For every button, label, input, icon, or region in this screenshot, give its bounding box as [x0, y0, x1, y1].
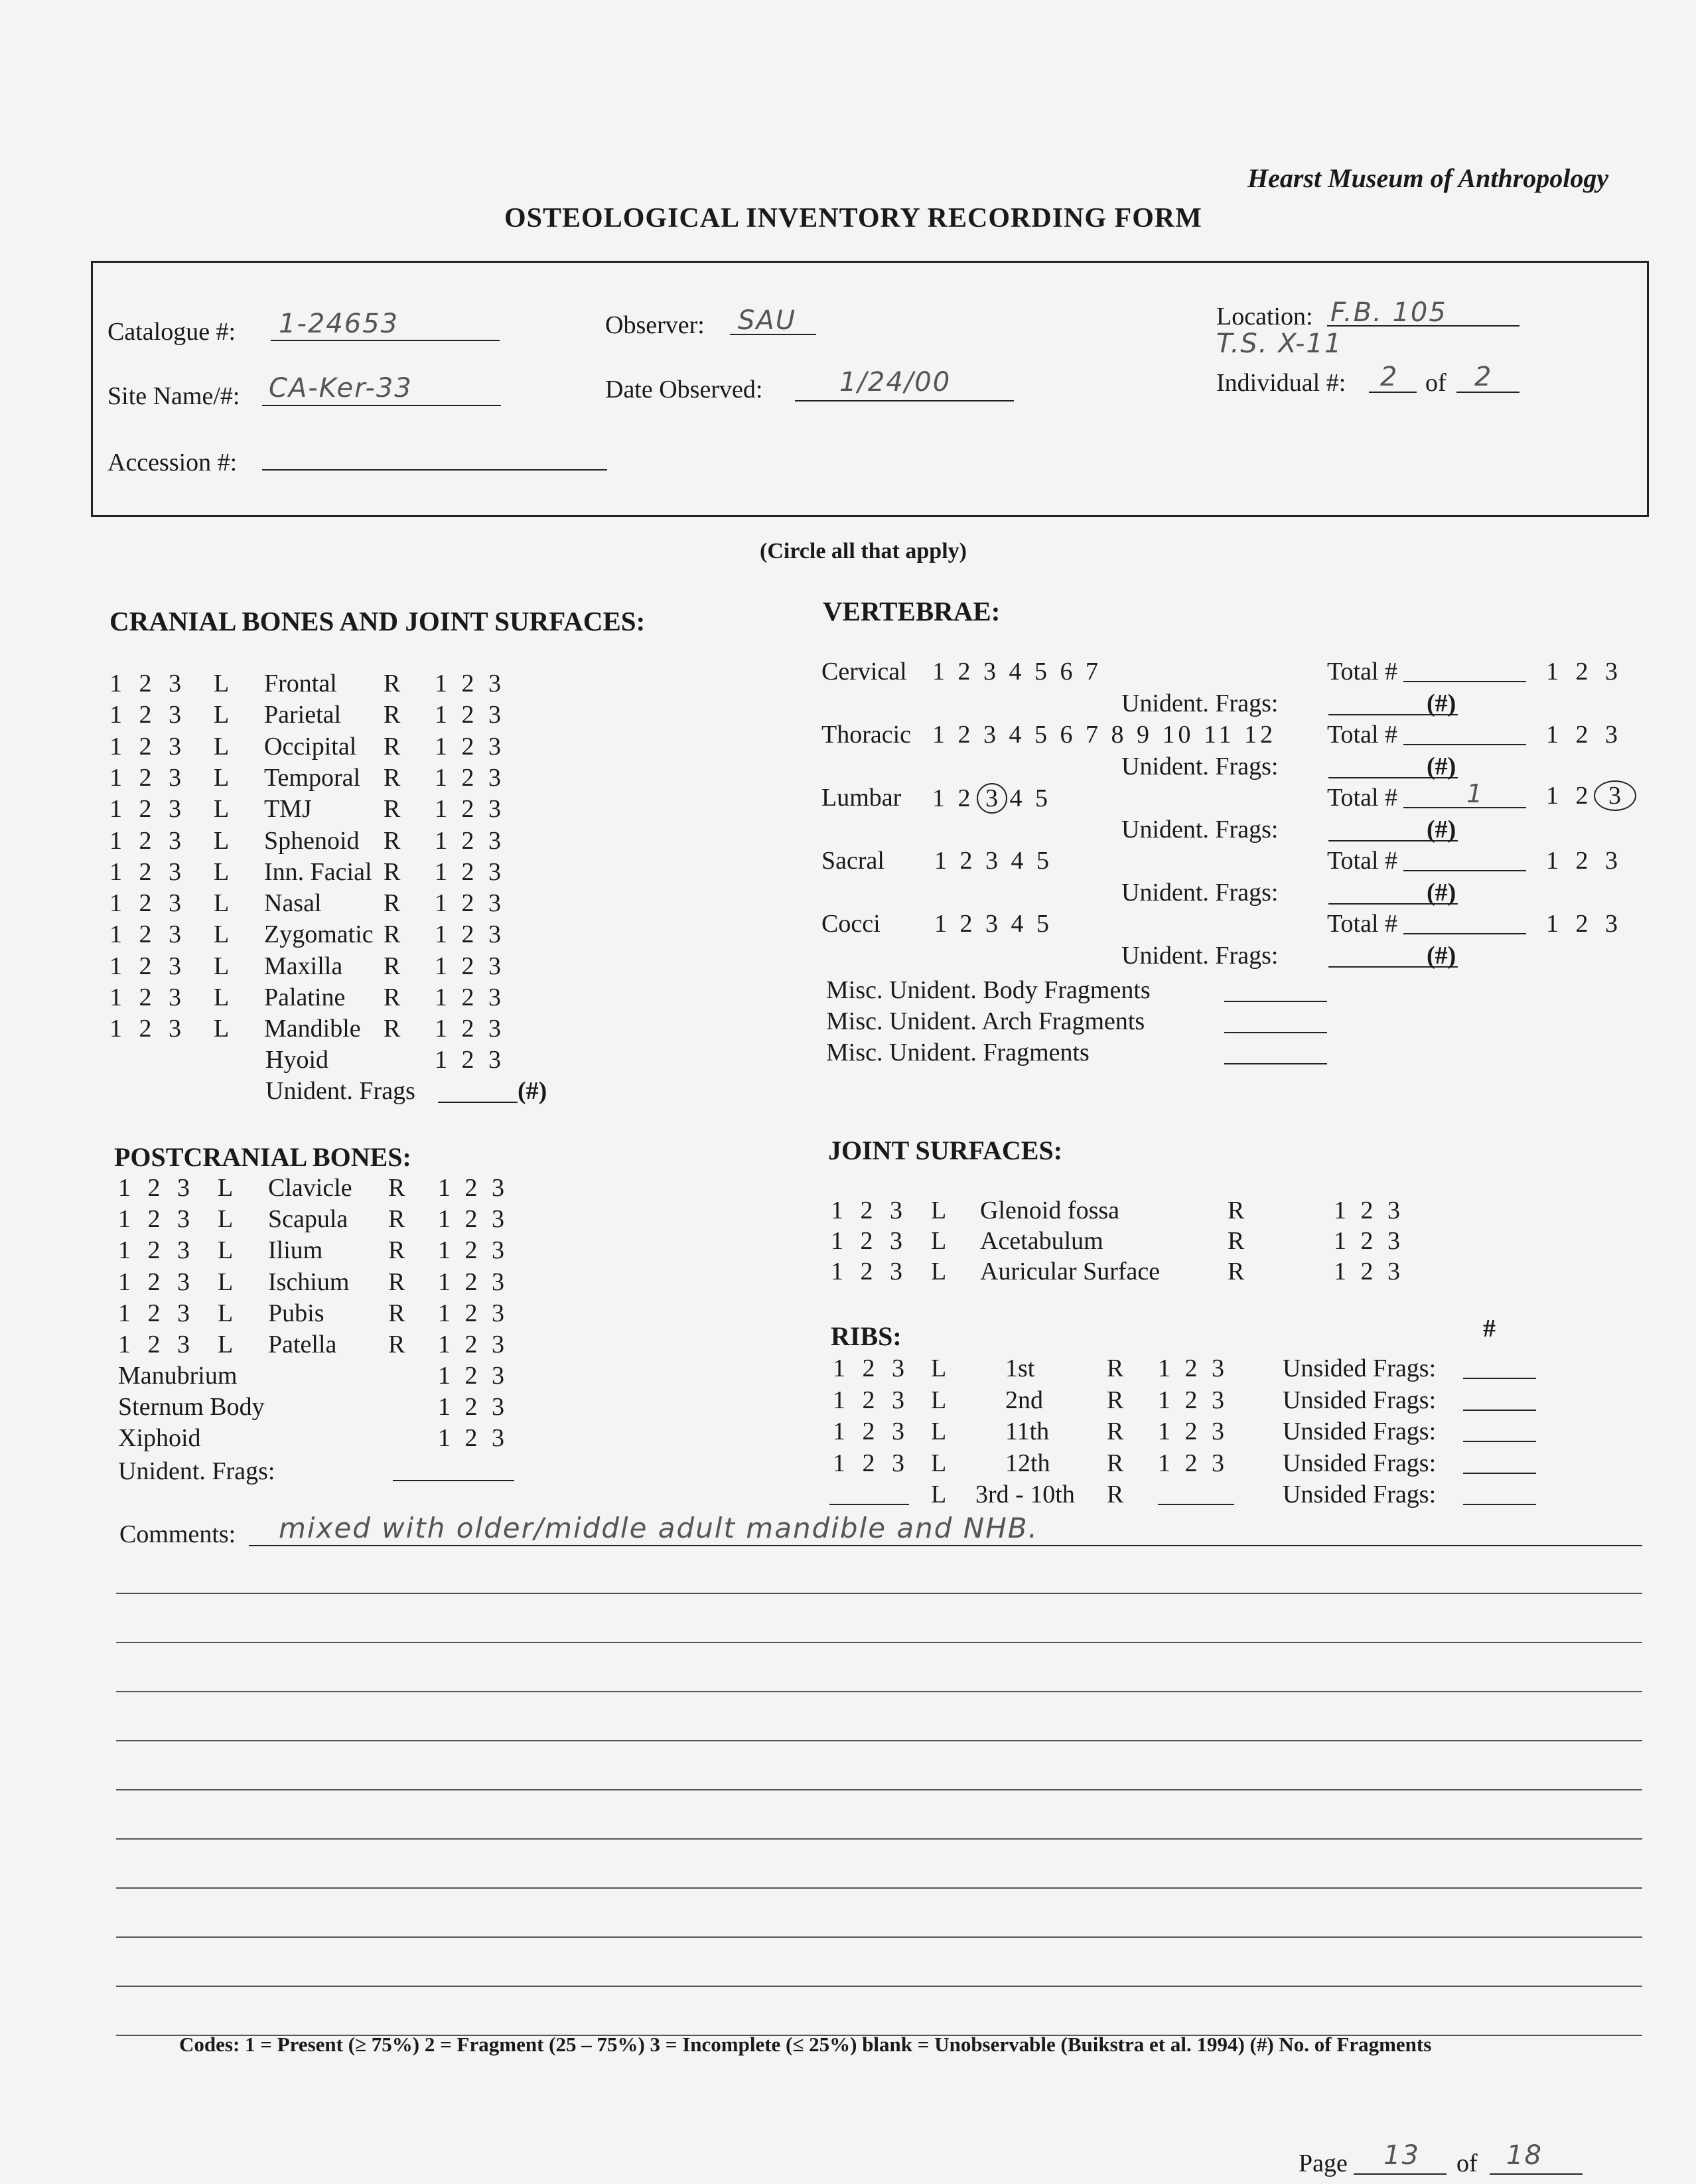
bone-name: Palatine — [264, 983, 346, 1011]
vertebra-numbers[interactable] — [932, 783, 1051, 814]
left-side: L — [214, 670, 230, 697]
ribs-heading: RIBS: — [831, 1321, 902, 1351]
unsided-field[interactable] — [1463, 1410, 1536, 1411]
unsided-label: Unsided Frags: — [1283, 1354, 1437, 1382]
total-scores[interactable]: 1 2 3 — [1546, 721, 1623, 749]
left-scores[interactable]: 1 2 3 — [118, 1174, 195, 1202]
bone-name: Frontal — [264, 670, 337, 697]
right-side: R — [384, 795, 401, 824]
left-scores[interactable]: 1 2 3 — [118, 1205, 195, 1234]
misc-field[interactable] — [1224, 1001, 1327, 1002]
right-scores[interactable]: 1 2 3 — [438, 1299, 508, 1327]
left-scores[interactable]: 1 2 3 — [109, 732, 186, 761]
comment-line[interactable] — [116, 1593, 1642, 1594]
unsided-field[interactable] — [1463, 1473, 1536, 1474]
left-scores[interactable]: 1 2 3 — [831, 1197, 908, 1224]
left-scores[interactable]: 1 2 3 — [831, 1227, 908, 1255]
unsided-label: Unsided Frags: — [1283, 1418, 1437, 1445]
joint-row — [0, 1257, 1696, 1289]
left-side: L — [931, 1197, 947, 1224]
post-unident-row: Unident. Frags: — [118, 1457, 275, 1485]
left-side: L — [931, 1386, 947, 1414]
right-scores[interactable]: 1 2 3 — [435, 952, 505, 980]
right-side: R — [384, 952, 401, 980]
left-side: L — [218, 1174, 234, 1202]
rib-name: 12th — [1005, 1449, 1050, 1477]
location-value[interactable]: F.B. 105 — [1330, 297, 1447, 328]
observer-label: Observer: — [605, 311, 705, 339]
total-label: Total # — [1327, 721, 1398, 749]
bone-name: Zygomatic — [264, 920, 374, 949]
right-scores[interactable]: 1 2 3 — [1334, 1227, 1404, 1255]
unsided-field[interactable] — [1463, 1504, 1536, 1505]
vertebra-name: Cocci — [821, 910, 881, 938]
total-field[interactable] — [1403, 807, 1526, 808]
right-scores[interactable]: 1 2 3 — [1334, 1258, 1404, 1285]
right-side: R — [384, 763, 401, 792]
rib-row — [0, 1417, 1696, 1449]
unident-label: Unident. Frags: — [1121, 879, 1279, 907]
rib-row-mid — [0, 1480, 1696, 1512]
unident-hash: (#) — [1427, 942, 1456, 970]
right-scores[interactable]: 1 2 3 — [435, 763, 505, 792]
bone-name: Mandible — [264, 1015, 361, 1043]
page-current[interactable]: 13 — [1383, 2140, 1420, 2171]
right-scores[interactable]: 1 2 3 — [1158, 1418, 1228, 1445]
unsided-label: Unsided Frags: — [1283, 1386, 1437, 1414]
right-side: R — [384, 701, 401, 729]
unident-label: Unident. Frags: — [1121, 942, 1279, 970]
page-total[interactable]: 18 — [1506, 2140, 1543, 2171]
left-side: L — [931, 1354, 947, 1382]
right-side: R — [384, 1015, 401, 1043]
total-value[interactable]: 1 — [1466, 779, 1484, 808]
comment-line[interactable] — [116, 1789, 1642, 1790]
accession-label: Accession #: — [107, 449, 238, 476]
joint-row — [0, 1196, 1696, 1228]
left-side: L — [214, 1015, 230, 1043]
bone-name: Sphenoid — [264, 826, 360, 855]
page-label: Page — [1299, 2149, 1348, 2177]
left-side: L — [214, 701, 230, 729]
misc-label: Misc. Unident. Arch Fragments — [826, 1007, 1145, 1035]
right-scores[interactable]: 1 2 3 — [435, 857, 505, 886]
rib-row — [0, 1449, 1696, 1481]
left-side: L — [931, 1227, 947, 1255]
total-field[interactable] — [1403, 744, 1526, 745]
left-side: L — [218, 1331, 234, 1358]
left-side: L — [214, 889, 230, 918]
rib-name: 3rd - 10th — [975, 1481, 1075, 1508]
circled-score[interactable]: 3 — [1594, 780, 1636, 811]
location-value-2[interactable]: T.S. X-11 — [1216, 328, 1343, 359]
mid-right-field[interactable] — [1158, 1504, 1234, 1505]
ribs-hash: # — [1483, 1315, 1496, 1343]
bone-name: Pubis — [268, 1299, 324, 1327]
left-side: L — [218, 1236, 234, 1265]
unident-label: Unident. Frags: — [1121, 816, 1279, 843]
bone-name: Xiphoid — [118, 1424, 201, 1452]
postcranial-heading: POSTCRANIAL BONES: — [114, 1142, 411, 1172]
scores[interactable]: 1 2 3 — [438, 1424, 508, 1452]
right-side: R — [384, 889, 401, 918]
right-side: R — [388, 1331, 405, 1358]
unsided-label: Unsided Frags: — [1283, 1449, 1437, 1477]
right-side: R — [1107, 1481, 1124, 1508]
numbers-post: 4 5 — [1009, 784, 1051, 812]
comment-line[interactable] — [116, 1740, 1642, 1741]
left-scores[interactable]: 1 2 3 — [109, 763, 186, 792]
left-side: L — [931, 1481, 947, 1508]
vertebra-name: Thoracic — [821, 721, 912, 749]
right-scores[interactable]: 1 2 3 — [435, 1015, 505, 1043]
bone-name: Occipital — [264, 732, 357, 761]
misc-label: Misc. Unident. Body Fragments — [826, 976, 1151, 1004]
total-scores[interactable]: 1 2 3 — [1546, 910, 1623, 938]
left-scores[interactable]: 1 2 3 — [118, 1236, 195, 1265]
vertebra-numbers[interactable]: 1 2 3 4 5 6 7 — [932, 658, 1101, 686]
left-side: L — [218, 1268, 234, 1296]
comment-line[interactable] — [116, 1887, 1642, 1889]
left-side: L — [218, 1205, 234, 1234]
vertebra-name: Cervical — [821, 658, 907, 686]
left-scores[interactable]: 1 2 3 — [831, 1258, 908, 1285]
site-label: Site Name/#: — [107, 382, 240, 410]
total-field[interactable] — [1403, 870, 1526, 871]
rib-name: 2nd — [1005, 1386, 1043, 1414]
comment-line[interactable] — [116, 1642, 1642, 1643]
individual-label: Individual #: — [1216, 369, 1346, 397]
left-side: L — [214, 952, 230, 980]
total-label: Total # — [1327, 910, 1398, 938]
cranial-unident-row: Unident. Frags (#) — [265, 1077, 547, 1105]
left-scores[interactable]: 1 2 3 — [118, 1299, 195, 1327]
total-label: Total # — [1327, 784, 1398, 812]
right-side: R — [388, 1205, 405, 1234]
right-side: R — [384, 857, 401, 886]
right-side: R — [384, 670, 401, 697]
left-scores[interactable]: 1 2 3 — [833, 1418, 910, 1445]
misc-row — [0, 1038, 1696, 1070]
right-side: R — [388, 1236, 405, 1265]
hyoid-scores[interactable]: 1 2 3 — [435, 1046, 505, 1074]
right-scores[interactable]: 1 2 3 — [435, 826, 505, 855]
total-field[interactable] — [1403, 681, 1526, 682]
right-side: R — [1107, 1449, 1124, 1477]
left-scores[interactable]: 1 2 3 — [109, 670, 186, 697]
catalogue-label: Catalogue #: — [107, 318, 236, 346]
vertebra-row — [0, 779, 1696, 847]
site-value[interactable]: CA-Ker-33 — [269, 373, 413, 403]
right-scores[interactable]: 1 2 3 — [1158, 1449, 1228, 1477]
unident-label: Unident. Frags: — [1121, 753, 1279, 780]
vertebra-row — [0, 720, 1696, 784]
left-scores[interactable]: 1 2 3 — [109, 952, 186, 980]
left-scores[interactable]: 1 2 3 — [109, 889, 186, 918]
individual-value[interactable]: 2 — [1380, 362, 1399, 392]
right-scores[interactable]: 1 2 3 — [435, 701, 505, 729]
bone-name: Inn. Facial — [264, 857, 372, 886]
joint-heading: JOINT SURFACES: — [828, 1135, 1063, 1165]
vertebrae-heading: VERTEBRAE: — [823, 596, 1001, 626]
scores-pre: 1 2 — [1546, 782, 1594, 810]
bone-name: Clavicle — [268, 1174, 352, 1202]
bone-name: Temporal — [264, 763, 361, 792]
bone-name: Scapula — [268, 1205, 348, 1234]
joint-row — [0, 1226, 1696, 1258]
left-side: L — [214, 795, 230, 824]
museum-name: Hearst Museum of Anthropology — [1247, 163, 1609, 193]
misc-row — [0, 976, 1696, 1007]
bone-name: Sternum Body — [118, 1393, 265, 1421]
unident-hash: (#) — [1427, 879, 1456, 907]
joint-name: Auricular Surface — [980, 1258, 1161, 1285]
catalogue-value[interactable]: 1-24653 — [279, 309, 399, 339]
unident-hash: (#) — [1427, 753, 1456, 780]
bone-name: Maxilla — [264, 952, 343, 980]
total-label: Total # — [1327, 847, 1398, 875]
date-label: Date Observed: — [605, 376, 763, 403]
unsided-label: Unsided Frags: — [1283, 1481, 1437, 1508]
unident-hash: (#) — [1427, 816, 1456, 843]
comment-line[interactable] — [116, 1838, 1642, 1840]
right-side: R — [1107, 1386, 1124, 1414]
comment-line[interactable] — [116, 1936, 1642, 1938]
rib-name: 11th — [1005, 1418, 1050, 1445]
misc-row — [0, 1007, 1696, 1039]
unsided-field[interactable] — [1463, 1441, 1536, 1442]
bone-name: TMJ — [264, 795, 312, 824]
scores[interactable]: 1 2 3 — [438, 1362, 508, 1390]
rib-row — [0, 1386, 1696, 1418]
misc-label: Misc. Unident. Fragments — [826, 1039, 1090, 1066]
left-scores[interactable]: 1 2 3 — [109, 795, 186, 824]
right-side: R — [1228, 1227, 1245, 1255]
bone-name: Nasal — [264, 889, 322, 918]
total-label: Total # — [1327, 658, 1398, 686]
left-side: L — [214, 983, 230, 1011]
left-scores[interactable]: 1 2 3 — [109, 1015, 186, 1043]
vertebra-numbers[interactable]: 1 2 3 4 5 — [934, 910, 1052, 938]
right-side: R — [1228, 1197, 1245, 1224]
left-side: L — [214, 826, 230, 855]
left-side: L — [214, 763, 230, 792]
cranial-unident-field[interactable] — [438, 1102, 518, 1103]
left-side: L — [931, 1418, 947, 1445]
bone-name: Ilium — [268, 1236, 323, 1265]
mid-left-field[interactable] — [829, 1504, 909, 1505]
right-side: R — [384, 983, 401, 1011]
page-of: of — [1456, 2149, 1478, 2177]
joint-name: Acetabulum — [980, 1227, 1103, 1255]
right-scores[interactable]: 1 2 3 — [435, 795, 505, 824]
right-scores[interactable]: 1 2 3 — [1334, 1197, 1404, 1224]
left-scores[interactable]: 1 2 3 — [118, 1331, 195, 1358]
left-scores[interactable]: 1 2 3 — [118, 1268, 195, 1296]
right-scores[interactable]: 1 2 3 — [438, 1174, 508, 1202]
comments-text[interactable]: mixed with older/middle adult mandible and NHB. — [279, 1512, 1038, 1544]
scores[interactable]: 1 2 3 — [438, 1393, 508, 1421]
vertebra-numbers[interactable]: 1 2 3 4 5 — [934, 847, 1052, 875]
misc-field[interactable] — [1224, 1063, 1327, 1064]
unsided-field[interactable] — [1463, 1378, 1536, 1379]
vertebra-row — [0, 657, 1696, 721]
vertebra-row — [0, 909, 1696, 973]
right-side: R — [1107, 1354, 1124, 1382]
circle-note: (Circle all that apply) — [760, 539, 967, 563]
vertebra-name: Lumbar — [821, 784, 902, 812]
comment-line[interactable] — [116, 1986, 1642, 1987]
comments-label: Comments: — [119, 1520, 236, 1548]
bone-name: Patella — [268, 1331, 337, 1358]
right-side: R — [1107, 1418, 1124, 1445]
vertebra-name: Sacral — [821, 847, 884, 875]
right-side: R — [388, 1268, 405, 1296]
left-scores[interactable]: 1 2 3 — [109, 857, 186, 886]
right-scores[interactable]: 1 2 3 — [438, 1236, 508, 1265]
vertebra-row — [0, 846, 1696, 910]
total-scores[interactable]: 1 2 3 — [1546, 658, 1623, 686]
circled-number[interactable]: 3 — [977, 783, 1007, 814]
bone-name: Parietal — [264, 701, 342, 729]
right-scores[interactable]: 1 2 3 — [435, 889, 505, 918]
numbers-pre: 1 2 — [932, 784, 974, 812]
rib-row — [0, 1354, 1696, 1386]
individual-of: of — [1425, 369, 1447, 397]
total-field[interactable] — [1403, 933, 1526, 934]
form-title: OSTEOLOGICAL INVENTORY RECORDING FORM — [504, 203, 1202, 234]
left-side: L — [214, 920, 230, 949]
right-side: R — [388, 1174, 405, 1202]
location-label: Location: — [1216, 303, 1313, 330]
right-scores[interactable]: 1 2 3 — [435, 920, 505, 949]
postcranial-row — [0, 1299, 597, 1331]
left-side: L — [931, 1449, 947, 1477]
left-scores[interactable]: 1 2 3 — [109, 920, 186, 949]
vertebra-numbers[interactable]: 1 2 3 4 5 6 7 8 9 10 11 12 — [932, 721, 1277, 749]
right-side: R — [384, 920, 401, 949]
bone-name: Manubrium — [118, 1362, 238, 1390]
left-scores[interactable]: 1 2 3 — [109, 701, 186, 729]
unident-hash: (#) — [1427, 690, 1456, 717]
right-side: R — [384, 732, 401, 761]
left-scores[interactable]: 1 2 3 — [833, 1386, 910, 1414]
accession-field[interactable] — [262, 469, 607, 471]
right-scores[interactable]: 1 2 3 — [438, 1268, 508, 1296]
right-scores[interactable]: 1 2 3 — [1158, 1354, 1228, 1382]
right-scores[interactable]: 1 2 3 — [435, 983, 505, 1011]
right-scores[interactable]: 1 2 3 — [435, 670, 505, 697]
left-scores[interactable]: 1 2 3 — [833, 1354, 910, 1382]
comment-line[interactable] — [116, 1691, 1642, 1692]
right-scores[interactable]: 1 2 3 — [438, 1205, 508, 1234]
right-scores[interactable]: 1 2 3 — [1158, 1386, 1228, 1414]
left-side: L — [218, 1299, 234, 1327]
rib-name: 1st — [1005, 1354, 1035, 1382]
right-side: R — [384, 826, 401, 855]
right-scores[interactable]: 1 2 3 — [438, 1331, 508, 1358]
unident-label: Unident. Frags: — [1121, 690, 1279, 717]
individual-total[interactable]: 2 — [1474, 362, 1493, 392]
joint-name: Glenoid fossa — [980, 1197, 1120, 1224]
observer-value[interactable]: SAU — [738, 305, 797, 336]
total-scores[interactable]: 1 2 3 — [1546, 847, 1623, 875]
left-scores[interactable]: 1 2 3 — [109, 826, 186, 855]
misc-field[interactable] — [1224, 1032, 1327, 1033]
right-scores[interactable]: 1 2 3 — [435, 732, 505, 761]
right-side: R — [1228, 1258, 1245, 1285]
left-side: L — [931, 1258, 947, 1285]
codes-legend: Codes: 1 = Present (≥ 75%) 2 = Fragment (25 – 75%) 3 = Incomplete (≤ 25%) blank = Unobservable (Buikstra et al. 1994) (#) No. of Fragments — [179, 2033, 1432, 2056]
bone-name: Ischium — [268, 1268, 350, 1296]
left-side: L — [214, 732, 230, 761]
right-side: R — [388, 1299, 405, 1327]
left-scores[interactable]: 1 2 3 — [109, 983, 186, 1011]
date-value[interactable]: 1/24/00 — [839, 367, 952, 398]
left-side: L — [214, 857, 230, 886]
total-scores[interactable] — [1546, 780, 1636, 811]
left-scores[interactable]: 1 2 3 — [833, 1449, 910, 1477]
cranial-heading: CRANIAL BONES AND JOINT SURFACES: — [109, 606, 646, 636]
hyoid-row: Hyoid 1 2 3 — [265, 1046, 505, 1074]
